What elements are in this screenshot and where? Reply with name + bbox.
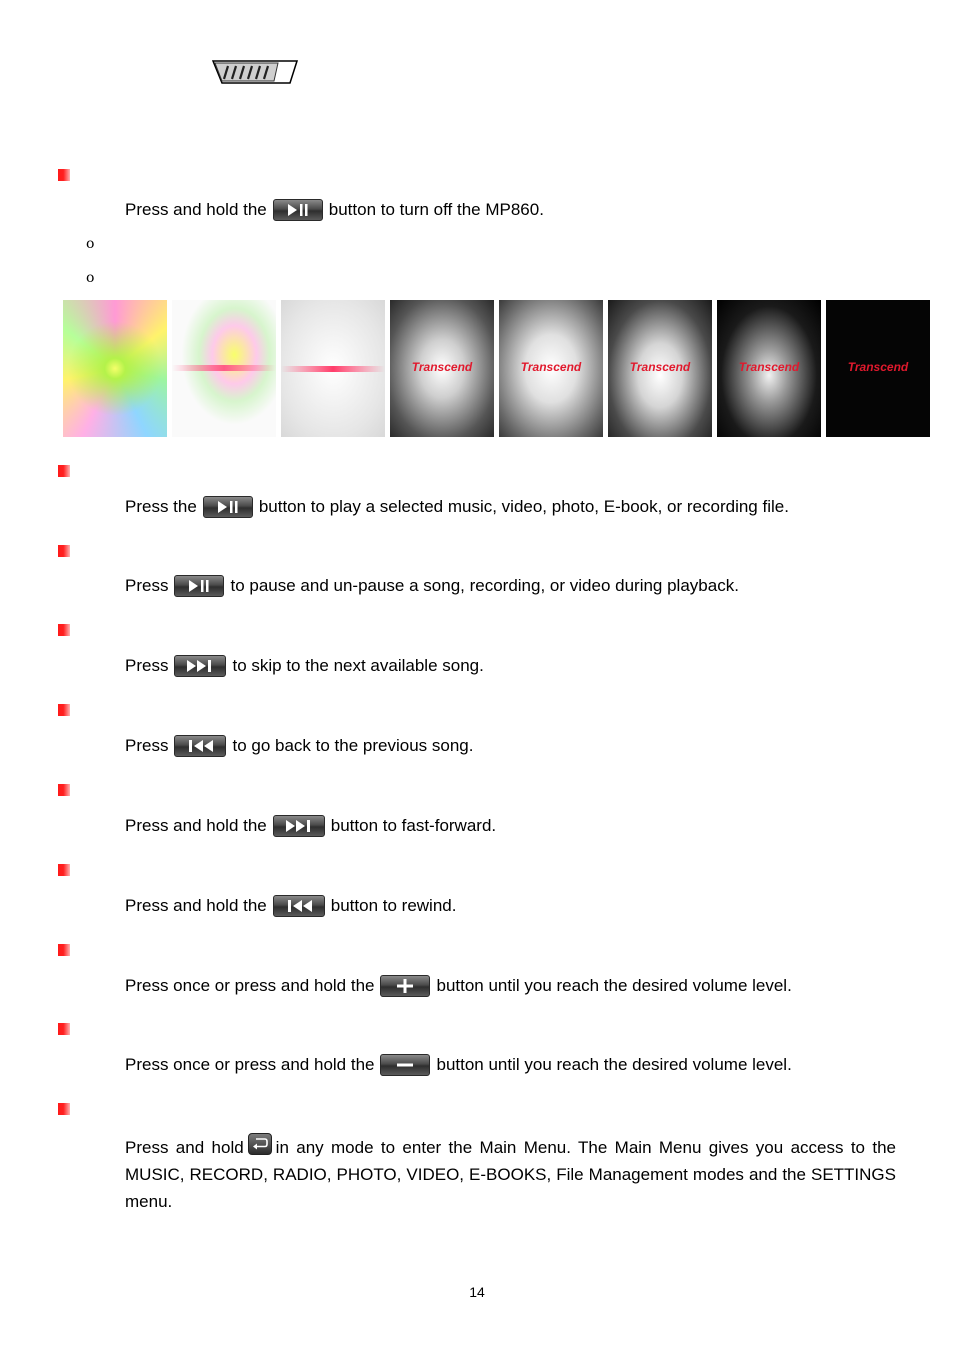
section-bullet <box>58 169 70 181</box>
page-number: 14 <box>469 1284 485 1300</box>
volume-up-line: Press once or press and hold the button until you reach the desired volume level. <box>125 976 792 995</box>
sub-marker: o <box>86 236 95 252</box>
section-bullet <box>58 624 70 636</box>
shutdown-frame: Transcend <box>390 300 494 437</box>
pause-line: Press to pause and un-pause a song, recording, or video during playback. <box>125 576 739 595</box>
next-icon <box>273 815 325 837</box>
shutdown-frame: Transcend <box>499 300 603 437</box>
section-bullet <box>58 465 70 477</box>
shutdown-frame: Transcend <box>826 300 930 437</box>
back-icon <box>248 1133 272 1155</box>
play-pause-icon <box>273 199 323 221</box>
next-line: Press to skip to the next available song. <box>125 656 484 675</box>
section-bullet <box>58 784 70 796</box>
sub-marker: o <box>86 270 95 286</box>
section-bullet <box>58 1023 70 1035</box>
section-bullet <box>58 545 70 557</box>
rewind-line: Press and hold the button to rewind. <box>125 896 457 915</box>
next-icon <box>174 655 226 677</box>
shutdown-frame <box>63 300 167 437</box>
previous-icon <box>174 735 226 757</box>
previous-icon <box>273 895 325 917</box>
section-bullet <box>58 704 70 716</box>
shutdown-frame <box>172 300 276 437</box>
shutdown-frame <box>281 300 385 437</box>
main-menu-paragraph: Press and hold in any mode to enter the Main Menu. The Main Menu gives you access to the MUSIC, RECORD, RADIO, PHOTO, VIDEO, E-BOOKS, File Management modes and the SETTINGS menu. <box>125 1133 896 1215</box>
shutdown-animation-strip <box>63 300 930 437</box>
hold-switch-icon <box>212 59 298 85</box>
plus-icon <box>380 975 430 997</box>
play-pause-icon <box>174 575 224 597</box>
power-off-line: Press and hold the button to turn off the MP860. <box>125 200 544 219</box>
fast-forward-line: Press and hold the button to fast-forward. <box>125 816 497 835</box>
minus-icon <box>380 1054 430 1076</box>
volume-down-line: Press once or press and hold the button until you reach the desired volume level. <box>125 1055 792 1074</box>
shutdown-frame: Transcend <box>608 300 712 437</box>
section-bullet <box>58 864 70 876</box>
play-line: Press the button to play a selected music, video, photo, E-book, or recording file. <box>125 497 789 516</box>
shutdown-frame: Transcend <box>717 300 821 437</box>
section-bullet <box>58 1103 70 1115</box>
section-bullet <box>58 944 70 956</box>
play-pause-icon <box>203 496 253 518</box>
previous-line: Press to go back to the previous song. <box>125 736 474 755</box>
